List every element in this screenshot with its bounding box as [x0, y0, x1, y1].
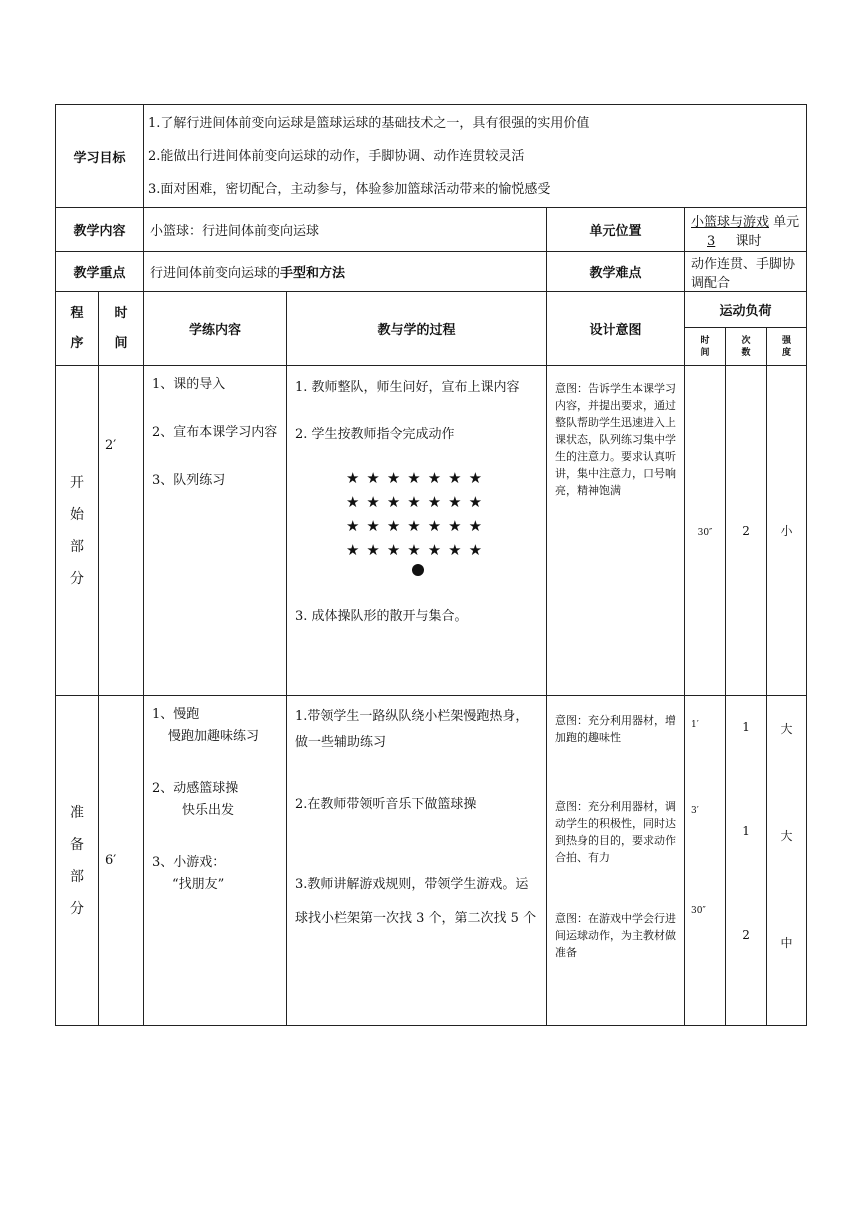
load-count-value: 1 — [742, 720, 750, 734]
content-row — [56, 208, 807, 252]
load-intensity-header-char: 度 — [782, 347, 792, 358]
load-intensity-value: 大 — [780, 829, 793, 843]
start-practice — [144, 366, 287, 696]
time-header-char: 时 — [114, 305, 128, 321]
objectives-label: 学习目标 — [56, 105, 144, 208]
practice-item: 3、队列练习 — [152, 473, 226, 488]
formation-row: ★★★★★★★ — [345, 541, 490, 559]
practice-sub: 慢跑加趣味练习 — [168, 729, 260, 744]
process-item: 3.教师讲解游戏规则，带领学生游戏。运球找小栏架第一次找 3 个，第二次找 5 个 — [295, 877, 537, 926]
objective-item: 2.能做出行进间体前变向运球的动作，手脚协调、动作连贯较灵活 — [148, 148, 525, 164]
practice-sub: 快乐出发 — [182, 803, 235, 818]
design-note: 意图：充分利用器材，调动学生的积极性，同时达到热身的目的，要求动作合拍、有力 — [555, 800, 677, 864]
load-time-value: 30″ — [691, 906, 706, 916]
load-time-header-char: 时 — [700, 335, 710, 346]
focus-value — [144, 252, 547, 292]
focus-bold: 手型和方法 — [280, 266, 346, 281]
objectives-row — [56, 105, 807, 208]
objectives-list — [144, 105, 807, 208]
load-time-header — [685, 328, 726, 366]
header-row-1 — [56, 292, 807, 328]
load-count-header — [726, 328, 767, 366]
prep-load-count — [726, 696, 767, 1026]
formation-diagram — [295, 466, 540, 576]
formation-row: ★★★★★★★ — [345, 493, 490, 511]
process-item: 1. 教师整队，师生问好，宣布上课内容 — [295, 380, 520, 395]
seq-header-char: 程 — [70, 305, 84, 321]
focus-row — [56, 252, 807, 292]
practice-item: 2、宣布本课学习内容 — [152, 425, 278, 440]
process-item: 2.在教师带领听音乐下做篮球操 — [295, 797, 477, 812]
phase-char: 始 — [70, 506, 84, 523]
load-count-header-char: 次 — [741, 335, 751, 346]
phase-char: 分 — [70, 900, 84, 917]
load-intensity-header — [767, 328, 807, 366]
prep-practice — [144, 696, 287, 1026]
load-intensity-value: 大 — [780, 722, 793, 736]
design-note: 意图：充分利用器材，增加跑的趣味性 — [555, 714, 677, 744]
design-note: 意图：告诉学生本课学习内容，并提出要求，通过整队帮助学生迅速进入上课状态，队列练习集中学生的注意力。要求认真听讲，集中注意力，口号响亮，精神饱满 — [555, 382, 677, 497]
start-load-count: 2 — [726, 366, 767, 696]
load-count-header-char: 数 — [741, 347, 751, 358]
seq-header-char: 序 — [70, 335, 84, 351]
unit-name: 小篮球与游戏 — [691, 214, 770, 230]
load-header: 运动负荷 — [685, 292, 807, 328]
focus-label: 教学重点 — [56, 252, 144, 292]
process-item: 3. 成体操队形的散开与集合。 — [295, 609, 468, 624]
phase-char: 开 — [70, 474, 84, 491]
process-item: 1.带领学生一路纵队绕小栏架慢跑热身，做一些辅助练习 — [295, 709, 529, 750]
phase-char: 准 — [70, 804, 84, 821]
focus-prefix: 行进间体前变向运球的 — [150, 266, 281, 281]
start-process — [287, 366, 547, 696]
phase-char: 备 — [70, 836, 84, 853]
difficulty-label: 教学难点 — [547, 252, 685, 292]
unit-suffix: 课时 — [735, 233, 762, 249]
objective-item: 1.了解行进间体前变向运球是篮球运球的基础技术之一，具有很强的实用价值 — [148, 115, 590, 131]
start-load-time — [685, 366, 726, 696]
design-note: 意图：在游戏中学会行进间运球动作，为主教材做准备 — [555, 912, 677, 959]
prep-design — [547, 696, 685, 1026]
phase-char: 部 — [70, 538, 84, 555]
prep-load-intensity — [767, 696, 807, 1026]
phase-char: 部 — [70, 868, 84, 885]
time-header-char: 间 — [114, 335, 128, 351]
start-phase-label — [56, 366, 99, 696]
content-value: 小篮球：行进间体前变向运球 — [144, 208, 547, 252]
formation-row: ★★★★★★★ — [345, 517, 490, 535]
load-time-header-char: 间 — [700, 347, 710, 358]
practice-item: 1、课的导入 — [152, 377, 226, 392]
design-header: 设计意图 — [547, 292, 685, 366]
prep-load-time — [685, 696, 726, 1026]
practice-item: 1、慢跑 — [152, 707, 200, 722]
unit-number: 3 — [707, 233, 716, 249]
start-load-intensity: 小 — [767, 366, 807, 696]
load-time-value: 30″ — [697, 527, 713, 538]
unit-word: 单元 — [773, 214, 800, 230]
process-header: 教与学的过程 — [287, 292, 547, 366]
start-time: 2′ — [99, 366, 144, 696]
load-count-value: 2 — [742, 928, 750, 942]
practice-header: 学练内容 — [144, 292, 287, 366]
objective-item: 3.面对困难，密切配合，主动参与，体验参加篮球活动带来的愉悦感受 — [148, 181, 551, 197]
teacher-marker-icon — [412, 564, 424, 576]
practice-item: 2、动感篮球操 — [152, 781, 239, 796]
phase-char: 分 — [70, 570, 84, 587]
difficulty-value: 动作连贯、手脚协调配合 — [685, 252, 807, 292]
load-time-value: 3′ — [691, 806, 699, 816]
load-intensity-value: 中 — [780, 936, 793, 950]
prep-section-row — [56, 696, 807, 1026]
start-section-row — [56, 366, 807, 696]
time-header — [99, 292, 144, 366]
load-time-value: 1′ — [691, 720, 699, 730]
practice-item: 3、小游戏： — [152, 855, 226, 870]
seq-header — [56, 292, 99, 366]
content-label: 教学内容 — [56, 208, 144, 252]
formation-row: ★★★★★★★ — [345, 469, 490, 487]
lesson-plan-table — [55, 104, 807, 1026]
load-count-value: 1 — [742, 824, 750, 838]
unit-label: 单元位置 — [547, 208, 685, 252]
practice-sub: “找朋友” — [172, 877, 225, 892]
unit-position — [685, 208, 807, 252]
prep-time: 6′ — [99, 696, 144, 1026]
load-intensity-header-char: 强 — [782, 335, 792, 346]
process-item: 2. 学生按教师指令完成动作 — [295, 427, 455, 442]
prep-process — [287, 696, 547, 1026]
start-design — [547, 366, 685, 696]
prep-phase-label — [56, 696, 99, 1026]
